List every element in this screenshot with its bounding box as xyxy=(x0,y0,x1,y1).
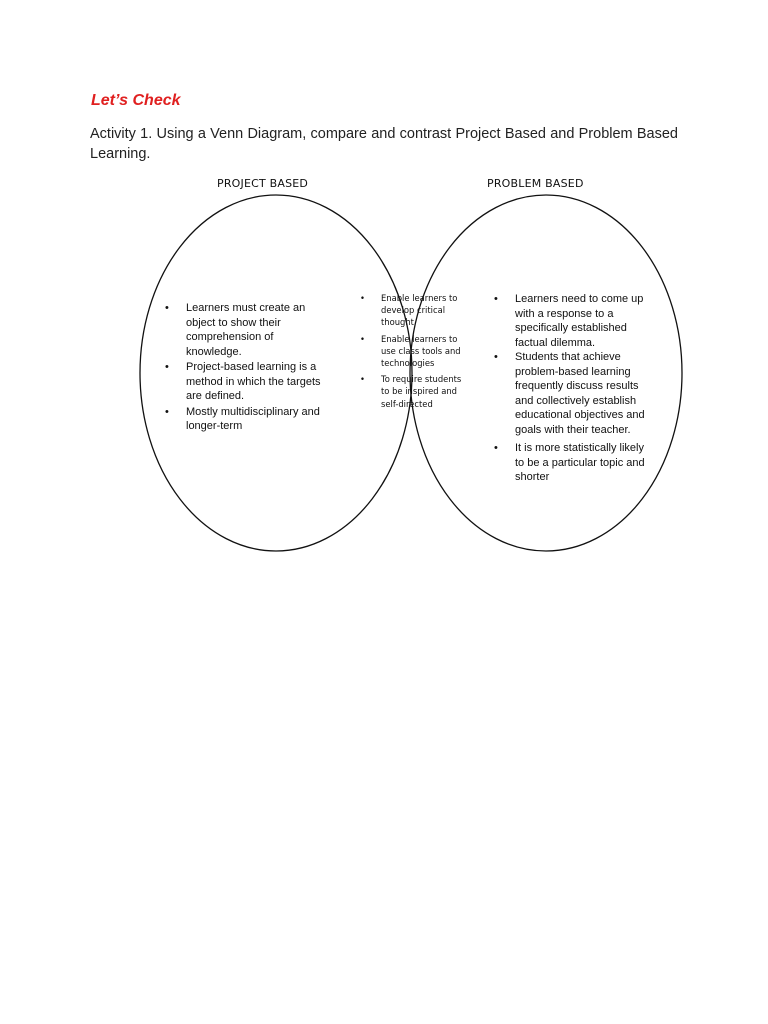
list-item xyxy=(165,405,325,434)
list-item xyxy=(360,333,472,370)
problem-based-title: PROBLEM BASED xyxy=(487,177,584,190)
list-item xyxy=(165,360,325,404)
list-item xyxy=(165,301,325,359)
list-item-text: Students that achieve problem-based learning frequently discuss results and collectively establish educational objectives and goals with their teacher. xyxy=(515,351,645,436)
list-item xyxy=(360,373,472,410)
list-item xyxy=(360,292,472,329)
bullet-icon: • xyxy=(165,302,169,314)
list-item-text: Learners need to come up with a response to a specifically established factual dilemma. xyxy=(515,293,644,349)
bullet-icon: • xyxy=(360,333,365,344)
bullet-icon: • xyxy=(165,361,169,373)
section-heading: Let’s Check xyxy=(91,92,181,109)
bullet-icon: • xyxy=(165,405,169,418)
bullet-icon: • xyxy=(494,293,498,305)
list-item-text: To require students to be inspired and self-directed xyxy=(381,374,462,409)
bullet-icon: • xyxy=(494,351,498,363)
list-item-text: Mostly multidisciplinary and longer-term xyxy=(186,405,320,432)
list-item-text: It is more statistically likely to be a particular topic and shorter xyxy=(515,442,645,483)
bullet-icon: • xyxy=(360,374,365,385)
project-based-list xyxy=(165,301,325,435)
list-item-text: Enable learners to use class tools and technologies xyxy=(381,333,461,369)
bullet-icon: • xyxy=(360,293,365,303)
list-item-text: Enable learners to develop critical thought xyxy=(381,293,458,328)
shared-traits-list xyxy=(360,292,472,414)
project-based-title: PROJECT BASED xyxy=(217,177,309,190)
list-item xyxy=(494,350,654,437)
list-item-text: Project-based learning is a method in which the targets are defined. xyxy=(186,361,321,402)
list-item xyxy=(494,292,654,350)
activity-instructions: Activity 1. Using a Venn Diagram, compare and contrast Project Based and Problem Based Learning. xyxy=(90,126,678,162)
bullet-icon: • xyxy=(494,442,498,454)
list-item-text: Learners must create an object to show their comprehension of knowledge. xyxy=(186,302,306,358)
problem-based-list xyxy=(494,292,654,489)
list-item xyxy=(494,441,654,485)
